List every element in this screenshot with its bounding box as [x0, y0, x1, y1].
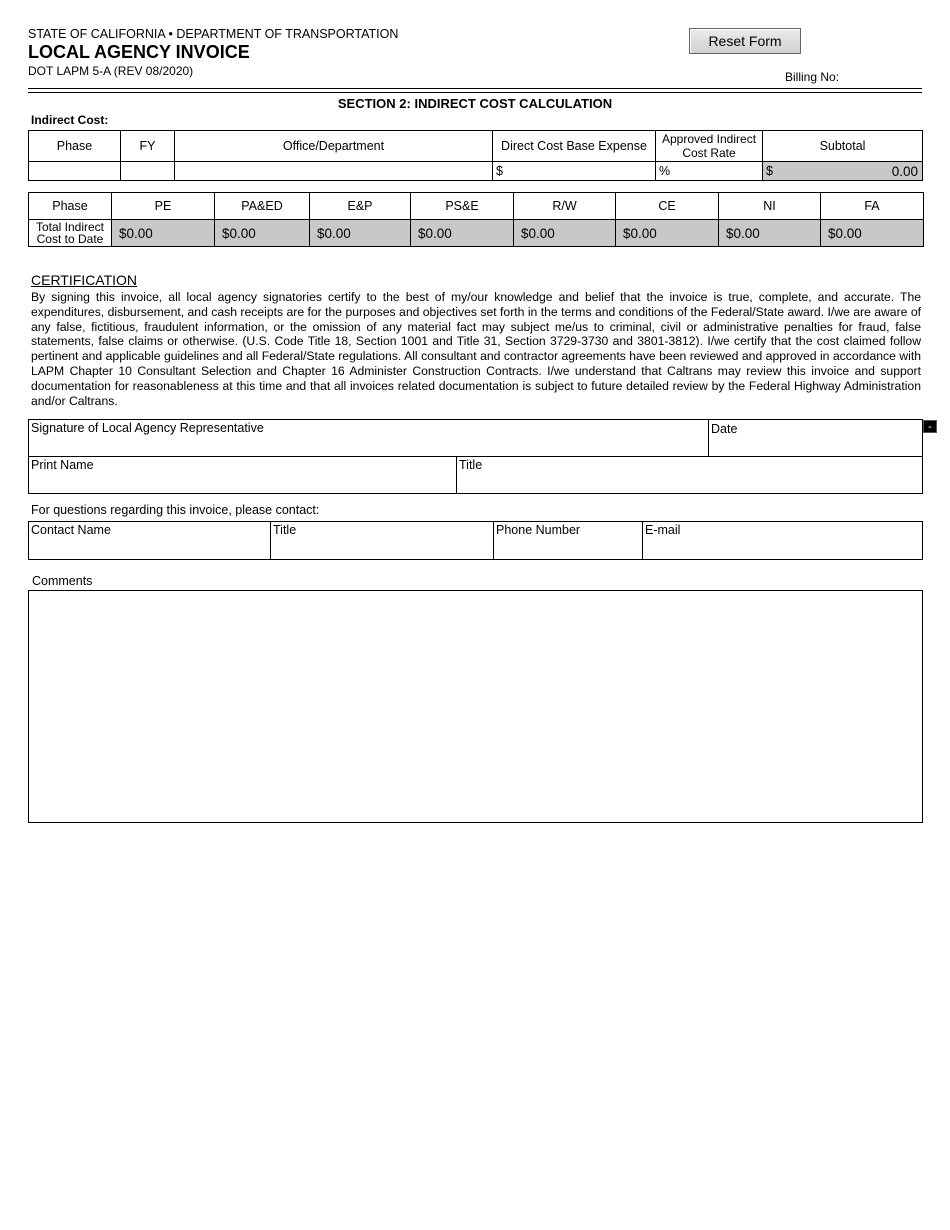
contact-title-label: Title [273, 523, 297, 537]
signature-field[interactable] [28, 419, 709, 457]
percent-symbol: % [659, 164, 671, 178]
phase-field[interactable] [29, 162, 121, 181]
signer-title-field[interactable] [456, 456, 923, 494]
subtotal-field [763, 162, 923, 181]
indirect-cost-table [28, 130, 923, 181]
certification-text: By signing this invoice, all local agency signatories certify to the best of my/our knowledge and belief that the invoice is true, complete, and accurate. The expenditures, disbursement, and cash receipts are for the purposes and objectives set forth in the terms and conditions of the Federal/State award. I/we are aware of any false, fictitious, fraudulent information, or the omission of any material fact may subject me/us to criminal, civil or administrative penalties for fraud, false statements, false claims or otherwise. (U.S. Code Title 18, Section 1001 and Title 31, Section 3729-3730 and 3801-3812). I/we certify that the cost claimed follow pertinent and applicable guidelines and all Federal/State regulations. All consultant and contractor agreements have been reviewed and approved in accordance with LAPM Chapter 10 Consultant Selection and Chapter 16 Administer Construction Contracts. I/we understand that Caltrans may review this invoice and support documentation for reasonableness at this time and that all invoices related documentation is subject to future detailed review by the Federal Highway Administration and/or Caltrans. [31, 290, 921, 408]
date-label: Date [711, 422, 738, 436]
col-header-office: Office/Department [175, 131, 493, 162]
total-pse: $0.00 [411, 220, 514, 247]
comments-label: Comments [32, 574, 93, 588]
billing-number-label: Billing No: [785, 70, 840, 84]
direct-cost-base-field[interactable] [493, 162, 656, 181]
email-label: E-mail [645, 523, 681, 537]
phase-header-pse: PS&E [411, 193, 514, 220]
total-ep: $0.00 [310, 220, 411, 247]
total-ce: $0.00 [616, 220, 719, 247]
phone-number-label: Phone Number [496, 523, 581, 537]
total-paed: $0.00 [215, 220, 310, 247]
col-header-phase: Phase [29, 131, 121, 162]
header-divider-secondary [28, 92, 922, 93]
col-header-direct-cost: Direct Cost Base Expense [493, 131, 656, 162]
contact-name-label: Contact Name [31, 523, 111, 537]
date-field[interactable] [708, 419, 923, 457]
contact-name-field[interactable] [28, 521, 271, 560]
dollar-symbol: $ [496, 164, 503, 178]
phase-header-ep: E&P [310, 193, 411, 220]
total-pe: $0.00 [112, 220, 215, 247]
collapse-button[interactable]: - [923, 420, 937, 433]
col-header-indirect-rate: Approved Indirect Cost Rate [656, 131, 763, 162]
subtotal-dollar-symbol: $ [766, 163, 773, 178]
phone-number-field[interactable] [493, 521, 643, 560]
form-title: LOCAL AGENCY INVOICE [28, 42, 250, 62]
phase-header-pe: PE [112, 193, 215, 220]
contact-intro: For questions regarding this invoice, please contact: [31, 503, 320, 517]
phase-header-paed: PA&ED [215, 193, 310, 220]
phase-header-fa: FA [821, 193, 924, 220]
total-indirect-label: Total Indirect Cost to Date [29, 220, 112, 247]
print-name-field[interactable] [28, 456, 457, 494]
fy-field[interactable] [121, 162, 175, 181]
section-2-title: SECTION 2: INDIRECT COST CALCULATION [337, 96, 613, 111]
phase-header-rw: R/W [514, 193, 616, 220]
total-fa: $0.00 [821, 220, 924, 247]
subtotal-value: 0.00 [891, 163, 918, 179]
phase-header-ce: CE [616, 193, 719, 220]
col-header-subtotal: Subtotal [763, 131, 923, 162]
form-number: DOT LAPM 5-A (REV 08/2020) [28, 64, 194, 78]
header-divider [28, 88, 922, 89]
contact-title-field[interactable] [270, 521, 494, 560]
reset-form-button[interactable]: Reset Form [689, 28, 801, 54]
total-ni: $0.00 [719, 220, 821, 247]
phase-header-label: Phase [29, 193, 112, 220]
office-department-field[interactable] [175, 162, 493, 181]
email-field[interactable] [642, 521, 923, 560]
comments-field[interactable] [28, 590, 923, 823]
total-rw: $0.00 [514, 220, 616, 247]
certification-heading: CERTIFICATION [31, 272, 138, 288]
print-name-label: Print Name [31, 458, 94, 472]
indirect-cost-label: Indirect Cost: [31, 113, 109, 127]
indirect-rate-field[interactable] [656, 162, 763, 181]
agency-header: STATE OF CALIFORNIA • DEPARTMENT OF TRANSPORTATION [28, 27, 399, 41]
col-header-fy: FY [121, 131, 175, 162]
signature-label: Signature of Local Agency Representative [31, 421, 264, 435]
total-indirect-cost-table [28, 192, 924, 247]
phase-header-ni: NI [719, 193, 821, 220]
signer-title-label: Title [459, 458, 483, 472]
